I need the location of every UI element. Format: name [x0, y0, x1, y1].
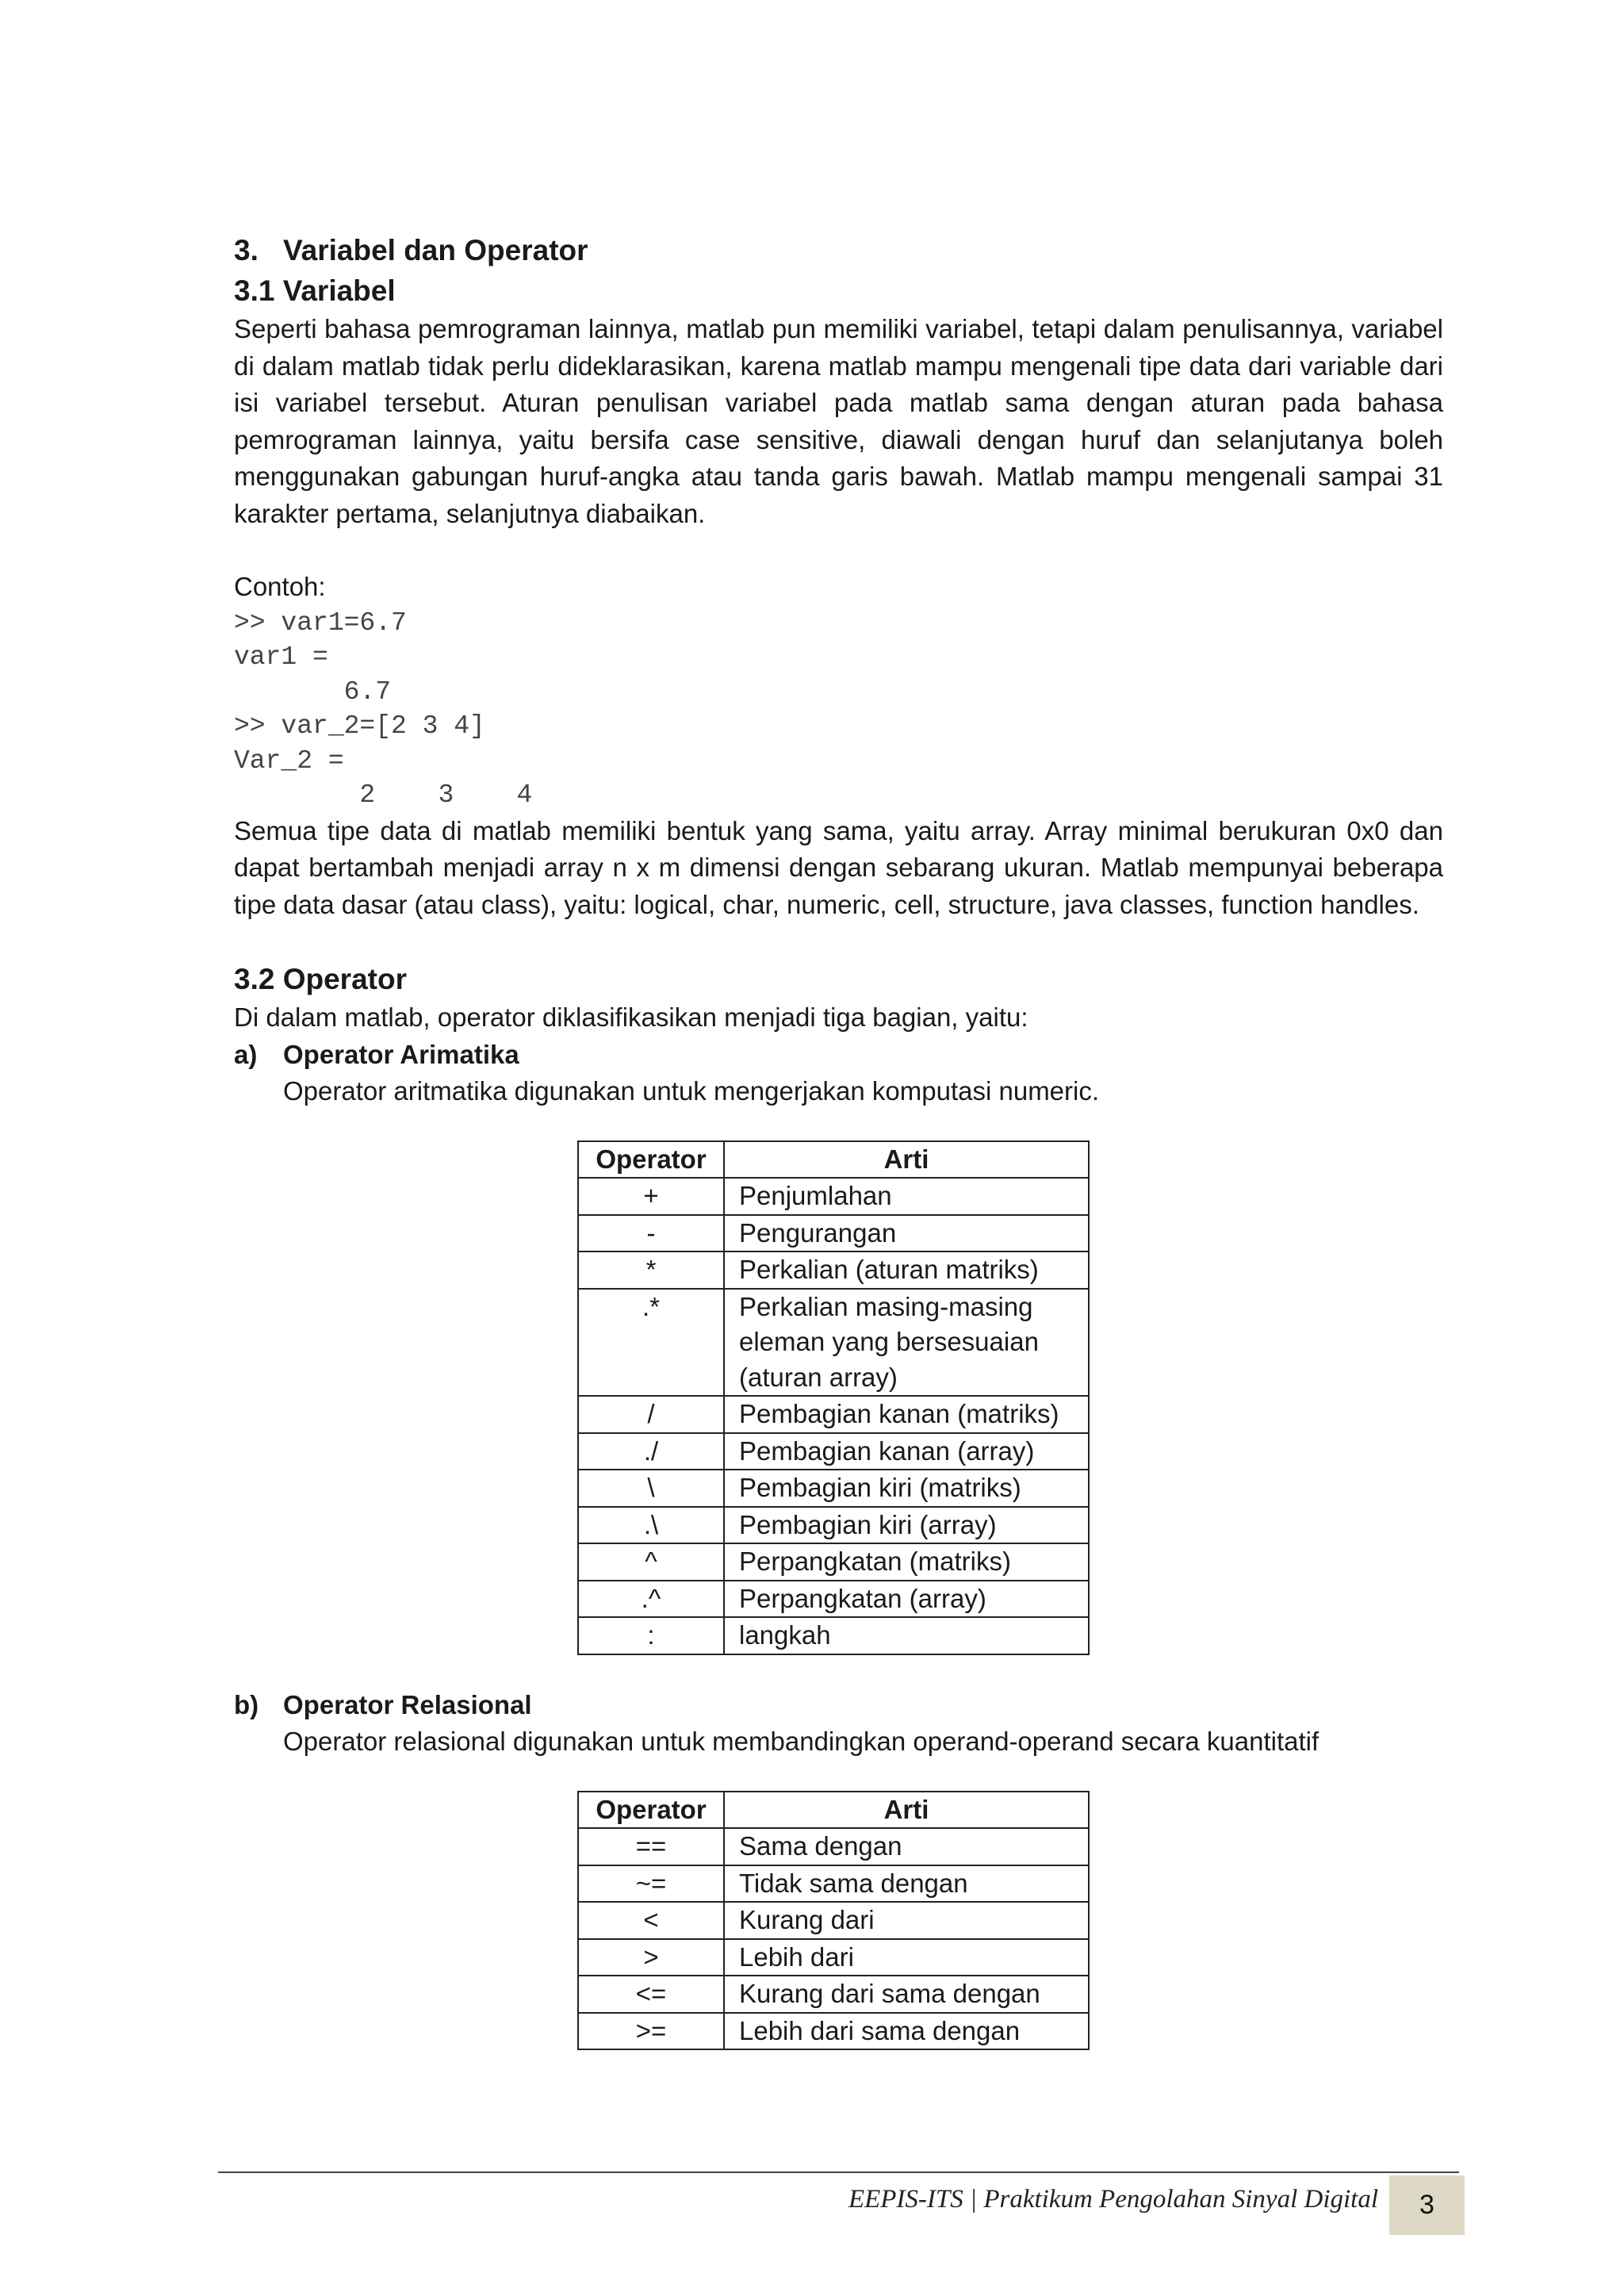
footer-divider — [218, 2171, 1459, 2173]
example-label: Contoh: — [234, 572, 326, 601]
relasional-desc: Operator relasional digunakan untuk membandingkan operand-operand secara kuantitatif — [283, 1727, 1320, 1756]
variabel-paragraph-2: Semua tipe data di matlab memiliki bentuk yang sama, yaitu array. Array minimal berukuran 0x0 dan dapat bertambah menjadi array n x m dimensi dengan sebarang ukuran. Matlab mempunyai beberapa tipe data dasar (atau class), yaitu: logical, char, numeric, cell, structure, java classes, function handles. — [234, 815, 1443, 919]
operator-cell: ~= — [578, 1865, 724, 1903]
arti-cell: Penjumlahan — [724, 1178, 1089, 1215]
operator-cell: * — [578, 1251, 724, 1289]
operator-cell: > — [578, 1939, 724, 1976]
operator-cell: ./ — [578, 1433, 724, 1470]
table-row — [578, 1289, 1089, 1397]
table-row — [578, 1581, 1089, 1618]
arti-cell: Lebih dari sama dengan — [724, 2013, 1089, 2050]
relasional-table — [577, 1791, 1090, 2051]
arti-cell: Kurang dari — [724, 1902, 1089, 1939]
code-line: >> var_2=[2 3 4] — [234, 711, 485, 741]
page-content — [234, 230, 1443, 2050]
operator-cell: < — [578, 1902, 724, 1939]
section-title: Variabel dan Operator — [283, 234, 588, 266]
arti-cell: Tidak sama dengan — [724, 1865, 1089, 1903]
table-row — [578, 1215, 1089, 1252]
code-line: >> var1=6.7 — [234, 608, 407, 638]
arti-cell: Pembagian kanan (matriks) — [724, 1396, 1089, 1433]
arimatika-mark: a) — [234, 1039, 258, 1069]
operator-cell: - — [578, 1215, 724, 1252]
table-row — [578, 2013, 1089, 2050]
arti-cell: Perpangkatan (array) — [724, 1581, 1089, 1618]
table-header: Arti — [724, 1141, 1089, 1179]
operator-cell: >= — [578, 2013, 724, 2050]
code-line: var1 = — [234, 642, 328, 672]
arti-cell: langkah — [724, 1617, 1089, 1654]
arti-cell: Sama dengan — [724, 1828, 1089, 1865]
table-row — [578, 1433, 1089, 1470]
operator-cell: : — [578, 1617, 724, 1654]
table-row — [578, 1865, 1089, 1903]
operator-cell: / — [578, 1396, 724, 1433]
operator-cell: == — [578, 1828, 724, 1865]
operator-cell: .* — [578, 1289, 724, 1397]
page-number: 3 — [1389, 2175, 1465, 2235]
arimatika-table — [577, 1140, 1090, 1655]
code-block — [234, 606, 1443, 813]
table-row — [578, 1828, 1089, 1865]
arti-cell: Pembagian kiri (matriks) — [724, 1470, 1089, 1507]
operator-cell: \ — [578, 1470, 724, 1507]
table-row — [578, 1396, 1089, 1433]
table-row — [578, 1178, 1089, 1215]
arti-cell: Perkalian (aturan matriks) — [724, 1251, 1089, 1289]
footer-text: EEPIS-ITS | Praktikum Pengolahan Sinyal Digital — [848, 2185, 1378, 2214]
table-header: Operator — [578, 1141, 724, 1179]
operator-cell: <= — [578, 1976, 724, 2013]
arti-cell: Perkalian masing-masing eleman yang bersesuaian (aturan array) — [724, 1289, 1089, 1397]
arti-cell: Perpangkatan (matriks) — [724, 1543, 1089, 1581]
relasional-mark: b) — [234, 1689, 259, 1719]
table-row — [578, 1543, 1089, 1581]
arti-cell: Lebih dari — [724, 1939, 1089, 1976]
table-row — [578, 1251, 1089, 1289]
operator-cell: .^ — [578, 1581, 724, 1618]
variabel-heading: 3.1 Variabel — [234, 274, 396, 307]
arti-cell: Pembagian kiri (array) — [724, 1507, 1089, 1544]
code-line: 6.7 — [234, 677, 392, 707]
relasional-item — [234, 1687, 1443, 1761]
operator-cell: + — [578, 1178, 724, 1215]
operator-cell: .\ — [578, 1507, 724, 1544]
section-number: 3. — [234, 234, 259, 266]
table-row — [578, 1939, 1089, 1976]
section-heading — [234, 230, 1443, 271]
arimatika-title: Operator Arimatika — [283, 1039, 519, 1069]
arimatika-item — [234, 1037, 1443, 1110]
operator-cell: ^ — [578, 1543, 724, 1581]
arimatika-desc: Operator aritmatika digunakan untuk mengerjakan komputasi numeric. — [283, 1076, 1100, 1106]
code-line: 2 3 4 — [234, 780, 533, 810]
arti-cell: Kurang dari sama dengan — [724, 1976, 1089, 2013]
relasional-title: Operator Relasional — [283, 1689, 532, 1719]
operator-heading: 3.2 Operator — [234, 963, 407, 995]
code-line: Var_2 = — [234, 746, 344, 776]
table-header: Arti — [724, 1792, 1089, 1829]
arti-cell: Pembagian kanan (array) — [724, 1433, 1089, 1470]
table-row — [578, 1617, 1089, 1654]
table-row — [578, 1976, 1089, 2013]
table-row — [578, 1902, 1089, 1939]
variabel-paragraph: Seperti bahasa pemrograman lainnya, matlab pun memiliki variabel, tetapi dalam penulisannya, variabel di dalam matlab tidak perlu dideklarasikan, karena matlab mampu mengenali tipe data dari variable dari isi variabel tersebut. Aturan penulisan variabel pada matlab sama dengan aturan pada bahasa pemrograman lainnya, yaitu bersifa case sensitive, diawali dengan huruf dan selanjutanya boleh menggunakan gabungan huruf-angka atau tanda garis bawah. Matlab mampu mengenali sampai 31 karakter pertama, selanjutnya diabaikan. — [234, 314, 1443, 528]
arti-cell: Pengurangan — [724, 1215, 1089, 1252]
operator-intro: Di dalam matlab, operator diklasifikasikan menjadi tiga bagian, yaitu: — [234, 1002, 1028, 1032]
table-header: Operator — [578, 1792, 724, 1829]
table-row — [578, 1470, 1089, 1507]
table-row — [578, 1507, 1089, 1544]
